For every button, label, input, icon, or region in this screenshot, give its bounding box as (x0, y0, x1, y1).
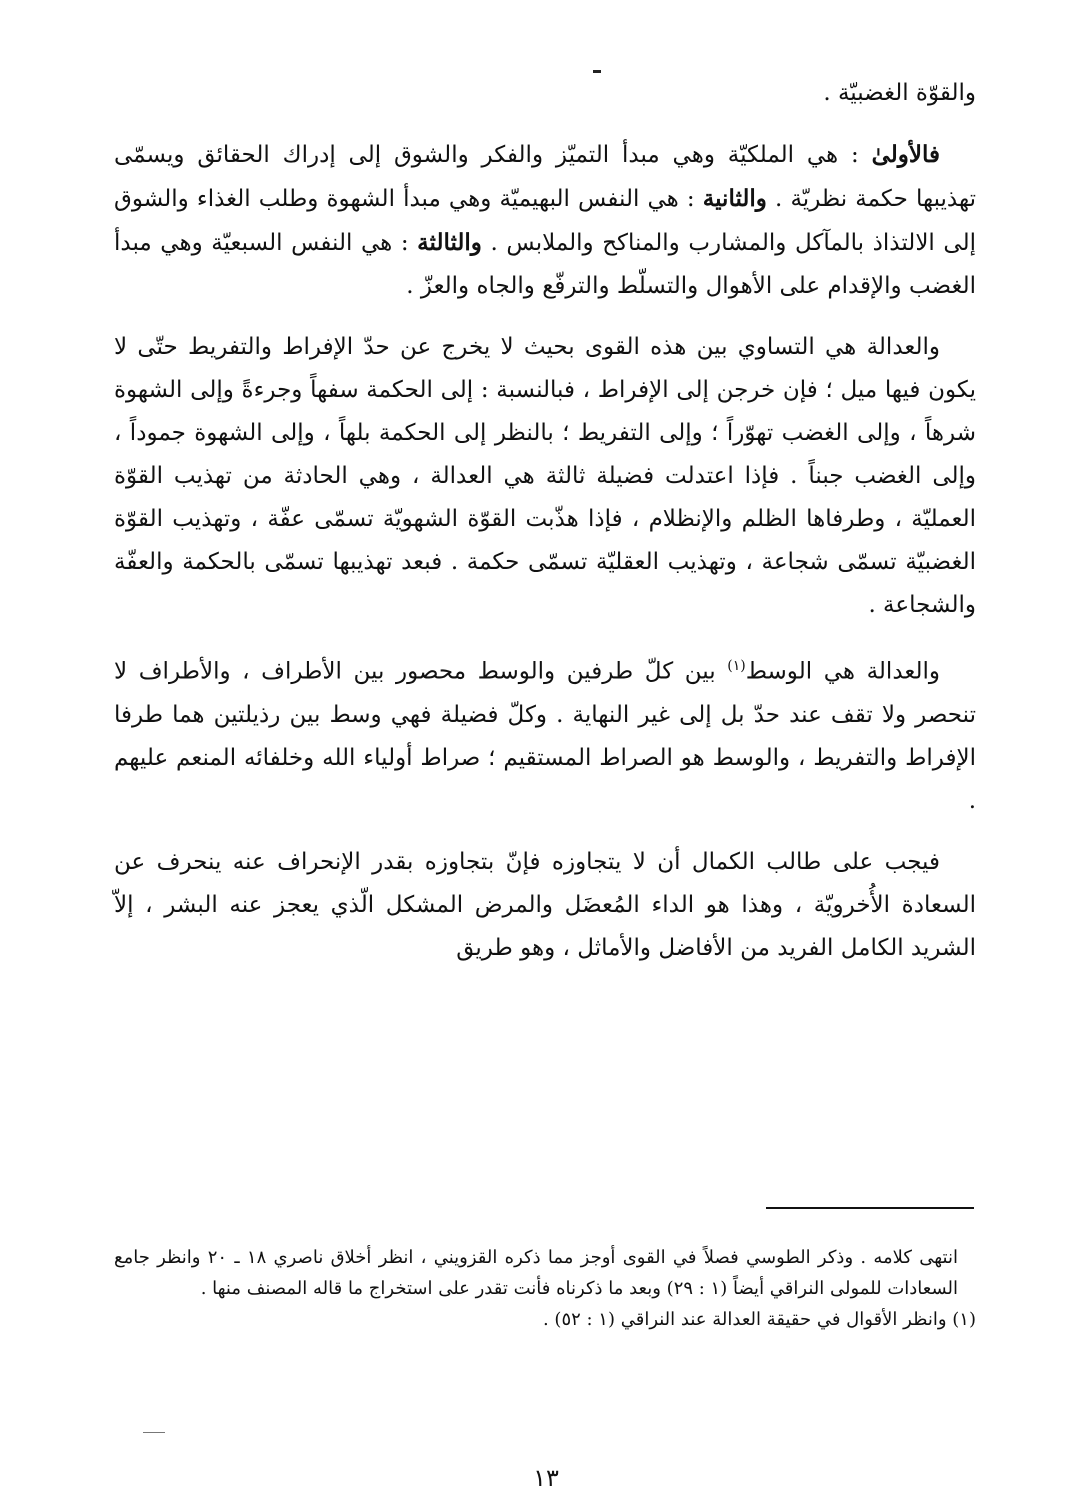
paragraph-faculties (114, 133, 976, 308)
small-dash (143, 1432, 165, 1433)
header-line: والقوّة الغضبيّة . (823, 80, 976, 106)
page-number: ١٣ (533, 1464, 559, 1492)
justice-mean-rest: بين كلّ طرفين والوسط محصور بين الأطراف ، والأطراف لا تنحصر ولا تقف عند حدّ بل إلى غير النهاية . وكلّ فضيلة فهي وسط بين رذيلتين هما طرفا الإفراط والتفريط ، والوسط هو الصراط المستقيم ؛ صراط أولياء الله وخلفائه المنعم عليهم . (114, 658, 976, 814)
second-faculty-text: : هي النفس البهيميّة وهي مبدأ الشهوة وطلب الغذاء والشوق إلى الالتذاذ بالمآكل والمشارب والمناكح والملابس . (114, 186, 976, 256)
main-text (114, 72, 976, 988)
first-faculty-label: فالأولىٰ (871, 141, 940, 168)
justice-mean-start: والعدالة هي الوسط (745, 658, 940, 685)
third-faculty-text: : هي النفس السبعيّة وهي مبدأ الغضب والإقدام على الأهوال والتسلّط والترفّع والجاه والعزّ . (114, 230, 976, 299)
third-faculty-label: والثالثة (417, 229, 482, 256)
paragraph-seeker: فيجب على طالب الكمال أن لا يتجاوزه فإنّ بتجاوزه بقدر الإنحراف عنه ينحرف عن السعادة الأُخرويّة ، وهذا هو الداء المُعضَل والمرض المشكل الّذي يعجز عنه البشر ، إلاّ الشريد الكامل الفريد من الأفاضل والأماثل ، وهو طريق (114, 848, 976, 961)
footnote-reference: (١) (727, 658, 746, 674)
first-faculty-text: : هي الملكيّة وهي مبدأ التميّز والفكر والشوق إلى إدراك الحقائق ويسمّى تهذيبها حكمة نظريّة . (114, 142, 976, 212)
footnote-continuation: انتهى كلامه . وذكر الطوسي فصلاً في القوى أوجز مما ذكره القزويني ، انظر أخلاق ناصري ١٨ ـ ٢٠ وانظر جامع السعادات للمولى النراقي أيضاً (١ : ٢٩) وبعد ما ذكرناه فأنت تقدر على استخراج ما قاله المصنف منها . (114, 1247, 958, 1299)
footnote-separator (766, 1207, 974, 1209)
second-faculty-label: والثانية (702, 185, 767, 212)
paragraph-justice-mean (114, 645, 976, 823)
footnotes (114, 1242, 976, 1335)
footnote-1: (١) وانظر الأقوال في حقيقة العدالة عند النراقي (١ : ٥٢) . (542, 1309, 976, 1330)
paragraph-justice-balance: والعدالة هي التساوي بين هذه القوى بحيث لا يخرج عن حدّ الإفراط والتفريط حتّى لا يكون فيها ميل ؛ فإن خرجن إلى الإفراط ، فبالنسبة : إلى الحكمة سفهاً وجرءةً وإلى الشهوة شرهاً ، وإلى الغضب تهوّراً ؛ وإلى التفريط ؛ بالنظر إلى الحكمة بلهاً ، وإلى الشهوة جموداً ، وإلى الغضب جبناً . فإذا اعتدلت فضيلة ثالثة هي العدالة ، وهي الحادثة من تهذيب القوّة العمليّة ، وطرفاها الظلم والإنظلام ، فإذا هذّبت القوّة الشهويّة تسمّى عفّة ، وتهذيب القوّة الغضبيّة تسمّى شجاعة ، وتهذيب العقليّة تسمّى حكمة . فبعد تهذيبها تسمّى بالحكمة والعفّة والشجاعة . (114, 334, 976, 618)
